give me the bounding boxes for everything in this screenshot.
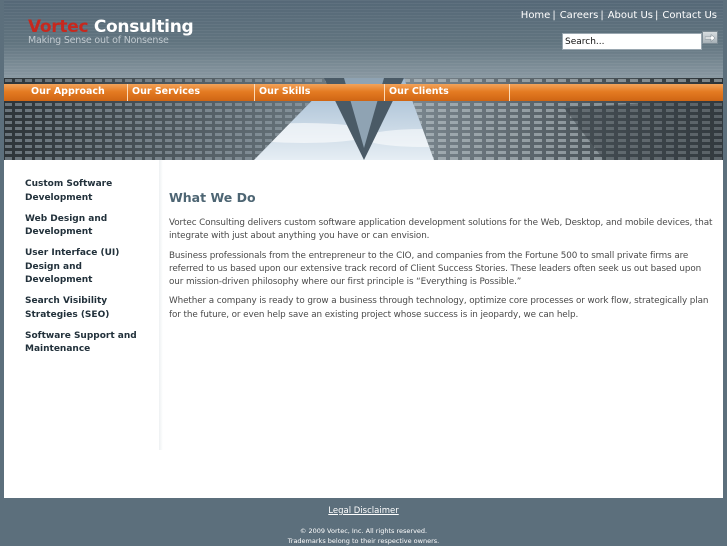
topnav-home[interactable]: Home [520, 10, 551, 21]
sidebar-item-ui-design[interactable]: User Interface (UI) Design and Development [25, 248, 120, 285]
search-button[interactable] [702, 31, 718, 44]
trademarks-text: Trademarks belong to their respective owners. [287, 537, 440, 545]
topnav-contact-us[interactable]: Contact Us [662, 10, 717, 21]
tab-empty [510, 84, 723, 101]
tab-our-approach[interactable]: Our Approach [4, 84, 128, 101]
sidebar-item-web-design[interactable]: Web Design and Development [25, 213, 108, 237]
top-navigation [521, 10, 717, 21]
topnav-separator: | [655, 10, 659, 21]
sidebar-item-seo[interactable]: Search Visibility Strategies (SEO) [25, 296, 110, 320]
tab-our-skills[interactable]: Our Skills [255, 84, 385, 101]
logo-tagline: Making Sense out of Nonsense [28, 35, 169, 46]
logo[interactable] [28, 17, 193, 46]
page [4, 0, 723, 545]
logo-brand: Vortec [28, 17, 89, 37]
tab-our-services[interactable]: Our Services [128, 84, 255, 101]
legal-disclaimer-link[interactable]: Legal Disclaimer [328, 506, 399, 516]
sidebar-item-support[interactable]: Software Support and Maintenance [25, 330, 137, 354]
logo-wordmark [28, 17, 193, 37]
tab-our-clients[interactable]: Our Clients [385, 84, 510, 101]
main-content [169, 186, 717, 328]
topnav-separator: | [600, 10, 604, 21]
search-input[interactable] [562, 33, 702, 50]
topnav-careers[interactable]: Careers [559, 10, 599, 21]
sidebar [4, 160, 160, 450]
arrow-right-icon [705, 34, 715, 42]
topnav-separator: | [552, 10, 556, 21]
main-navigation [4, 84, 723, 101]
content-paragraph: Vortec Consulting delivers custom software application development solutions for the Web, Desktop, and mobile devices, that integrate with just about anything you have or can envision. [169, 218, 713, 242]
page-title: What We Do [169, 190, 256, 205]
copyright-text: © 2009 Vortec, Inc. All rights reserved. [299, 527, 428, 535]
sidebar-item-custom-software[interactable]: Custom Software Development [25, 179, 113, 203]
content-paragraph: Whether a company is ready to grow a business through technology, optimize core processes or work flow, strategically plan for the future, or even help save an existing project whose success is in jeopardy, we can help. [169, 296, 709, 320]
footer [4, 498, 723, 545]
banner-image [4, 78, 723, 160]
sidebar-list [4, 160, 159, 357]
header [4, 0, 723, 78]
topnav-about-us[interactable]: About Us [607, 10, 653, 21]
content-paragraph: Business professionals from the entrepreneur to the CIO, and companies from the Fortune 500 to small private firms are referred to us based upon our extensive track record of Client Success Stories. These leaders often seek us out based upon our mission-driven philosophy where our first principle is “Everything is Possible.” [169, 250, 702, 288]
logo-company: Consulting [88, 17, 194, 37]
sidebar-divider [159, 160, 163, 450]
